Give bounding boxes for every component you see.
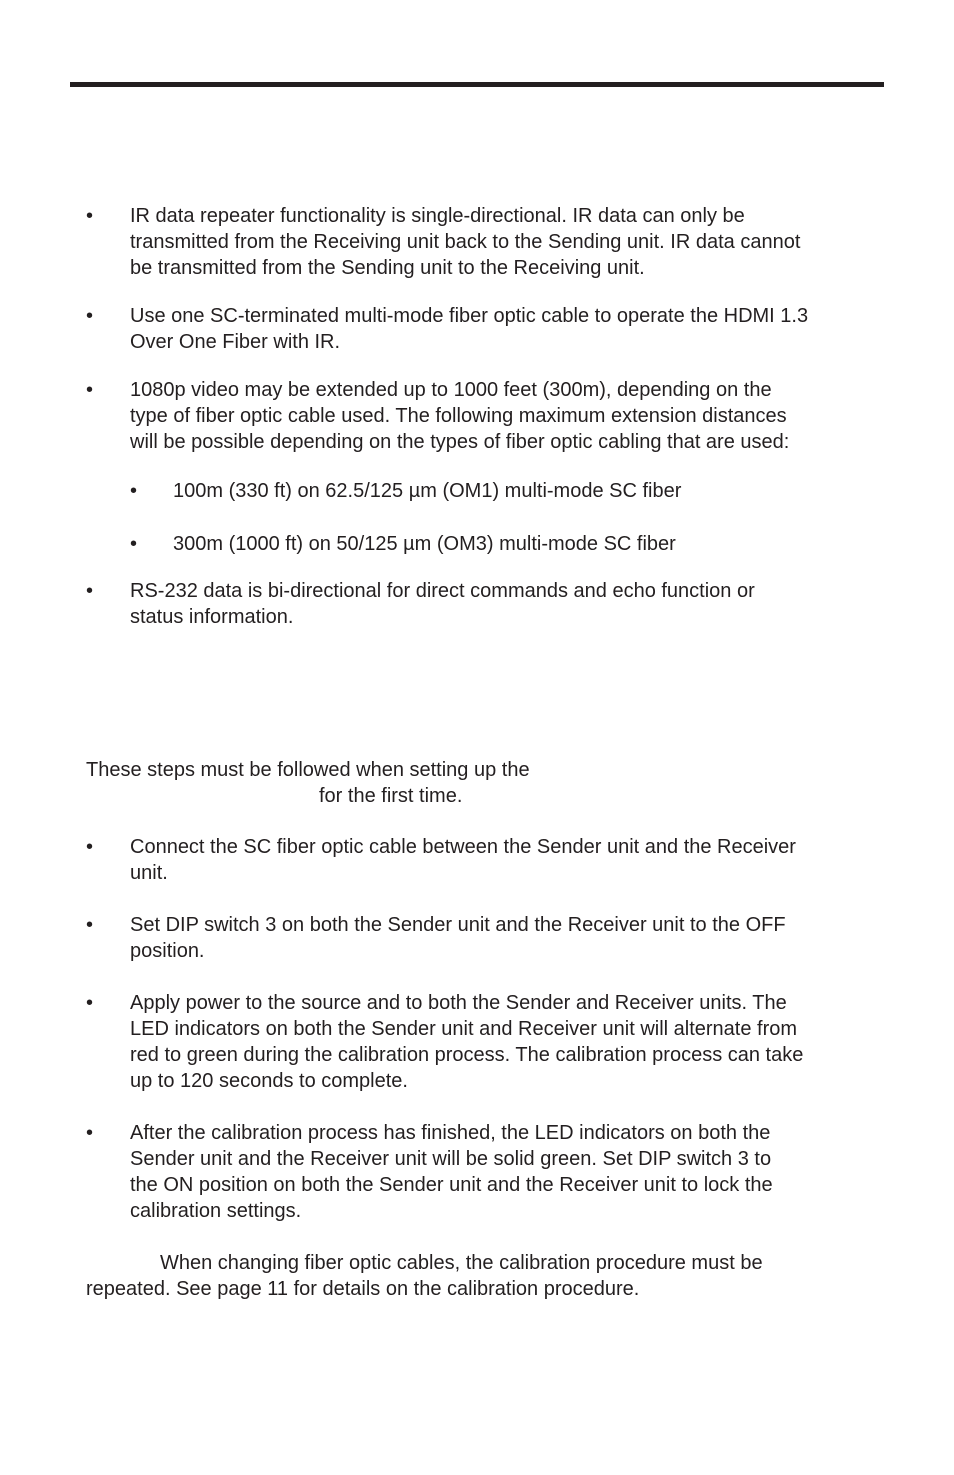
bullet-icon: • xyxy=(86,379,94,401)
bullet-text: IR data repeater functionality is single-directional. IR data can only be transmitted from the Receiving unit back to the Sending unit. IR data cannot be transmitted from the Sending unit to the Receiving unit. xyxy=(130,205,801,279)
bullet-text: After the calibration process has finished, the LED indicators on both the Sender unit and the Receiver unit will be solid green. Set DIP switch 3 to the ON position on both the Sender unit and the Receiver unit to lock the calibration settings. xyxy=(130,1122,773,1222)
bullet-icon: • xyxy=(86,836,94,858)
bullet-icon: • xyxy=(86,914,94,936)
bullet-text: Apply power to the source and to both the Sender and Receiver units. The LED indicators on both the Sender unit and Receiver unit will alternate from red to green during the calibration process. The calibration process can take up to 120 seconds to complete. xyxy=(130,992,804,1092)
bullet-text: Use one SC-terminated multi-mode fiber optic cable to operate the HDMI 1.3 Over One Fiber with IR. xyxy=(130,305,809,353)
bullet-text: Set DIP switch 3 on both the Sender unit and the Receiver unit to the OFF position. xyxy=(130,914,786,962)
bullet-text: RS-232 data is bi-directional for direct commands and echo function or status information. xyxy=(130,580,755,628)
sub-bullet-text: 300m (1000 ft) on 50/125 µm (OM3) multi-mode SC fiber xyxy=(173,533,676,555)
bullet-icon: • xyxy=(130,480,138,502)
bullet-icon: • xyxy=(86,1122,94,1144)
bullet-icon: • xyxy=(86,992,94,1014)
calibration-note: When changing fiber optic cables, the calibration procedure must be repeated. See page 11 for details on the calibration procedure. xyxy=(86,1252,763,1300)
bullet-text: 1080p video may be extended up to 1000 feet (300m), depending on the type of fiber optic cable used. The following maximum extension distances will be possible depending on the types of fiber optic cabling that are used: xyxy=(130,379,790,453)
bullet-icon: • xyxy=(86,305,94,327)
bullet-text: Connect the SC fiber optic cable between the Sender unit and the Receiver unit. xyxy=(130,836,796,884)
setup-intro: These steps must be followed when setting up the for the first time. xyxy=(86,759,530,807)
bullet-icon: • xyxy=(86,580,94,602)
bullet-icon: • xyxy=(130,533,138,555)
bullet-icon: • xyxy=(86,205,94,227)
sub-bullet-text: 100m (330 ft) on 62.5/125 µm (OM1) multi-mode SC fiber xyxy=(173,480,682,502)
header-rule xyxy=(70,82,884,87)
